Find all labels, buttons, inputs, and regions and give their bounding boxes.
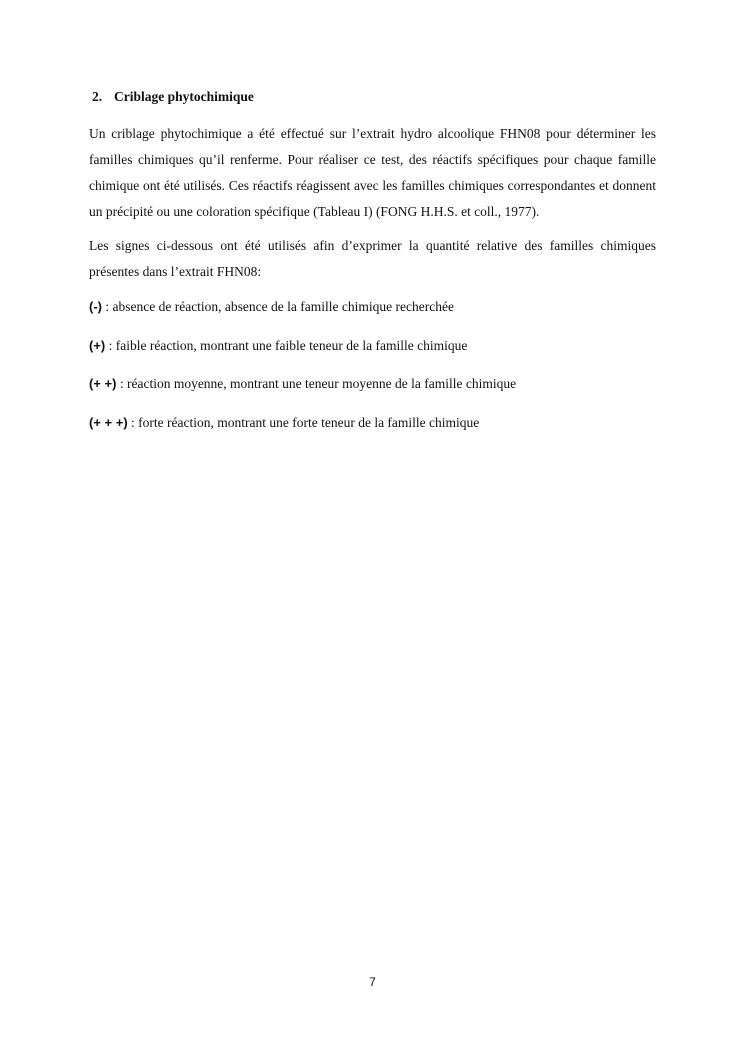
legend-sign: (+ +) xyxy=(89,376,117,391)
paragraph-signs-intro: Les signes ci-dessous ont été utilisés afin d’exprimer la quantité relative des familles chimiques présentes dans l’extrait FHN08: xyxy=(89,238,656,279)
legend-sign: (+) xyxy=(89,337,106,353)
legend-description: : réaction moyenne, montrant une teneur moyenne de la famille chimique xyxy=(116,376,517,391)
paragraph-screening-description: Un criblage phytochimique a été effectué sur l’extrait hydro alcoolique FHN08 pour déterminer les familles chimiques qu’il renferme. Pour réaliser ce test, des réactifs spécifiques pour chaque famille chimique ont été utilisés. Ces réactifs réagissent avec les familles chimiques correspondantes et donnent un précipité ou une coloration spécifique (Tableau I) (FONG H.H.S. et coll., 1977). xyxy=(89,126,656,219)
section-title: Criblage phytochimique xyxy=(114,89,254,104)
legend-item-strong xyxy=(89,413,656,433)
section-heading xyxy=(92,87,656,107)
legend-item-medium xyxy=(89,374,656,394)
legend-sign: (-) xyxy=(89,299,102,314)
legend-description: : absence de réaction, absence de la famille chimique recherchée xyxy=(102,299,454,314)
page-number: 7 xyxy=(369,975,376,989)
page-content xyxy=(89,87,656,451)
legend-item-weak xyxy=(89,336,656,356)
legend-sign: (+ + +) xyxy=(89,414,128,430)
legend-description: : faible réaction, montrant une faible teneur de la famille chimique xyxy=(105,337,468,353)
legend-item-absence xyxy=(89,297,656,317)
section-number: 2. xyxy=(92,89,103,104)
legend-description: : forte réaction, montrant une forte teneur de la famille chimique xyxy=(127,414,480,430)
